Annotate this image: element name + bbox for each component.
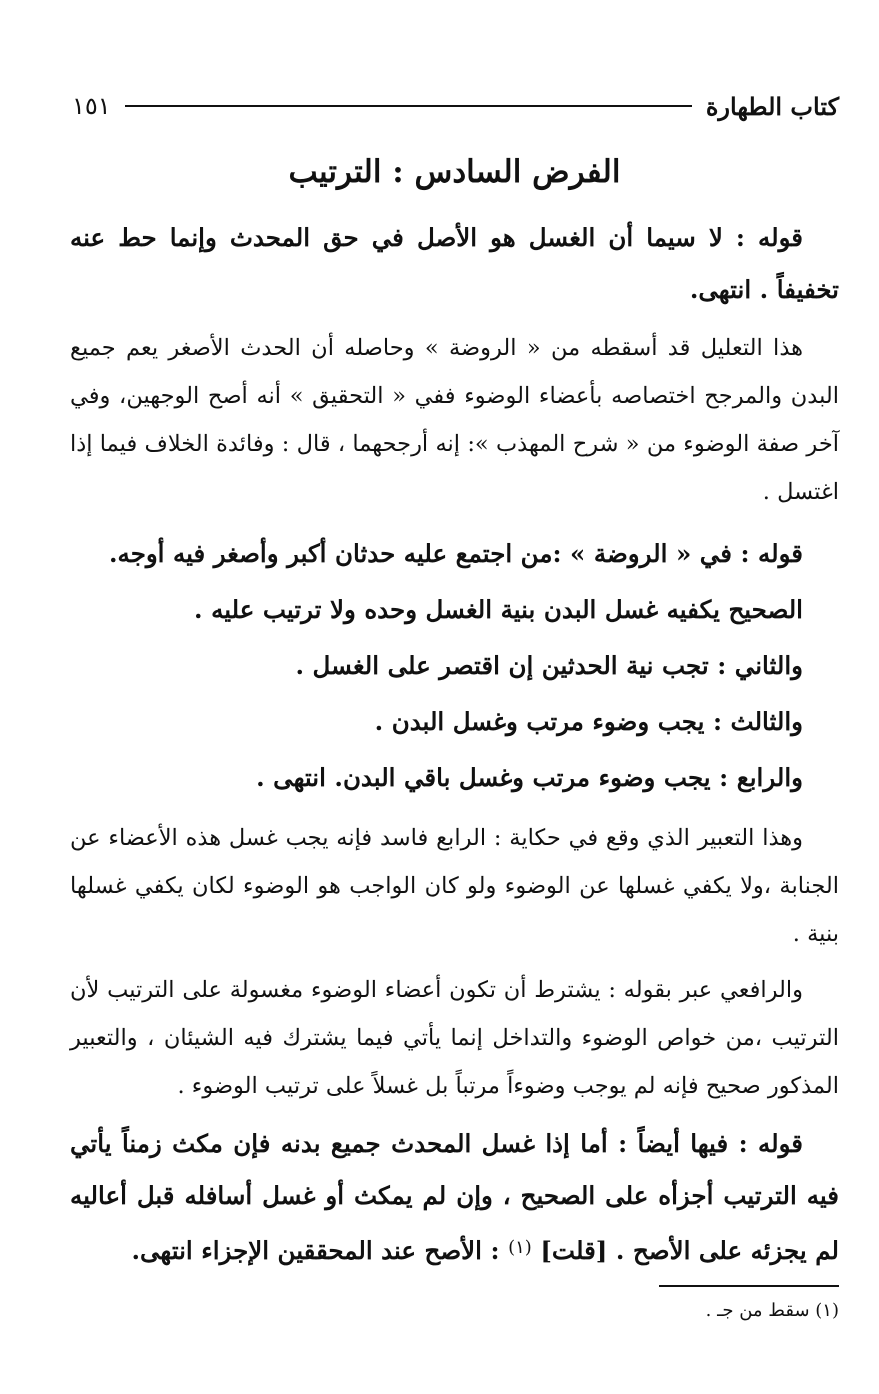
commentary-paragraph: والرافعي عبر بقوله : يشترط أن تكون أعضاء الوضوء مغسولة على الترتيب لأن الترتيب ،من خواص الوضوء والتداخل إنما يأتي فيما يشترك فيه الشيئان ، والتعبير المذكور صحيح فإنه لم يوجب وضوءاً مرتباً بل غسلاً على ترتيب الوضوء .	[70, 977, 839, 1099]
page-number: ١٥١	[72, 92, 111, 120]
commentary-paragraph: هذا التعليل قد أسقطه من « الروضة » وحاصله أن الحدث الأصغر يعم جميع البدن والمرجح اختصاصه بأعضاء الوضوء ففي « التحقيق » أنه أصح الوجهين، وفي آخر صفة الوضوء من « شرح المهذب »: إنه أرجحهما ، قال : وفائدة الخلاف فيما إذا اغتسل .	[70, 335, 839, 505]
footnote: (١) سقط من جـ .	[705, 1300, 839, 1321]
quoted-statement: قوله : لا سيما أن الغسل هو الأصل في حق المحدث وإنما حط عنه تخفيفاً . انتهى.	[70, 223, 839, 304]
header-rule	[125, 105, 692, 107]
commentary-paragraph: وهذا التعبير الذي وقع في حكاية : الرابع فاسد فإنه يجب غسل هذه الأعضاء عن الجنابة ،ولا يكفي غسلها عن الوضوء ولو كان الواجب هو الوضوء لكان يكفي غسلها بنية .	[70, 825, 839, 947]
running-header	[72, 88, 839, 124]
section-title: الفرض السادس : الترتيب	[288, 154, 621, 190]
quoted-line: والرابع : يجب وضوء مرتب وغسل باقي البدن. انتهى .	[256, 763, 803, 792]
quoted-text: قوله : فيها أيضاً : أما إذا غسل المحدث جميع بدنه فإن مكث زمناً يأتي فيه الترتيب أجزأه على الصحيح ، وإن لم يمكث أو غسل أسافله قبل أعاليه لم يجزئه على الأصح . [قلت]	[70, 1129, 839, 1265]
footnote-reference: (١)	[508, 1237, 532, 1258]
page-content	[70, 146, 839, 1277]
quoted-line: الصحيح يكفيه غسل البدن بنية الغسل وحده ولا ترتيب عليه .	[194, 595, 803, 624]
quoted-line: قوله : في « الروضة » :من اجتمع عليه حدثان أكبر وأصغر فيه أوجه.	[109, 539, 803, 568]
quoted-statement	[70, 1118, 839, 1277]
footnote-rule	[659, 1285, 839, 1287]
quoted-opinions	[70, 526, 839, 806]
quoted-line: والثاني : تجب نية الحدثين إن اقتصر على الغسل .	[295, 651, 803, 680]
quoted-line: والثالث : يجب وضوء مرتب وغسل البدن .	[374, 707, 803, 736]
book-title: كتاب الطهارة	[705, 91, 839, 121]
quoted-text: : الأصح عند المحققين الإجزاء انتهى.	[131, 1236, 500, 1265]
